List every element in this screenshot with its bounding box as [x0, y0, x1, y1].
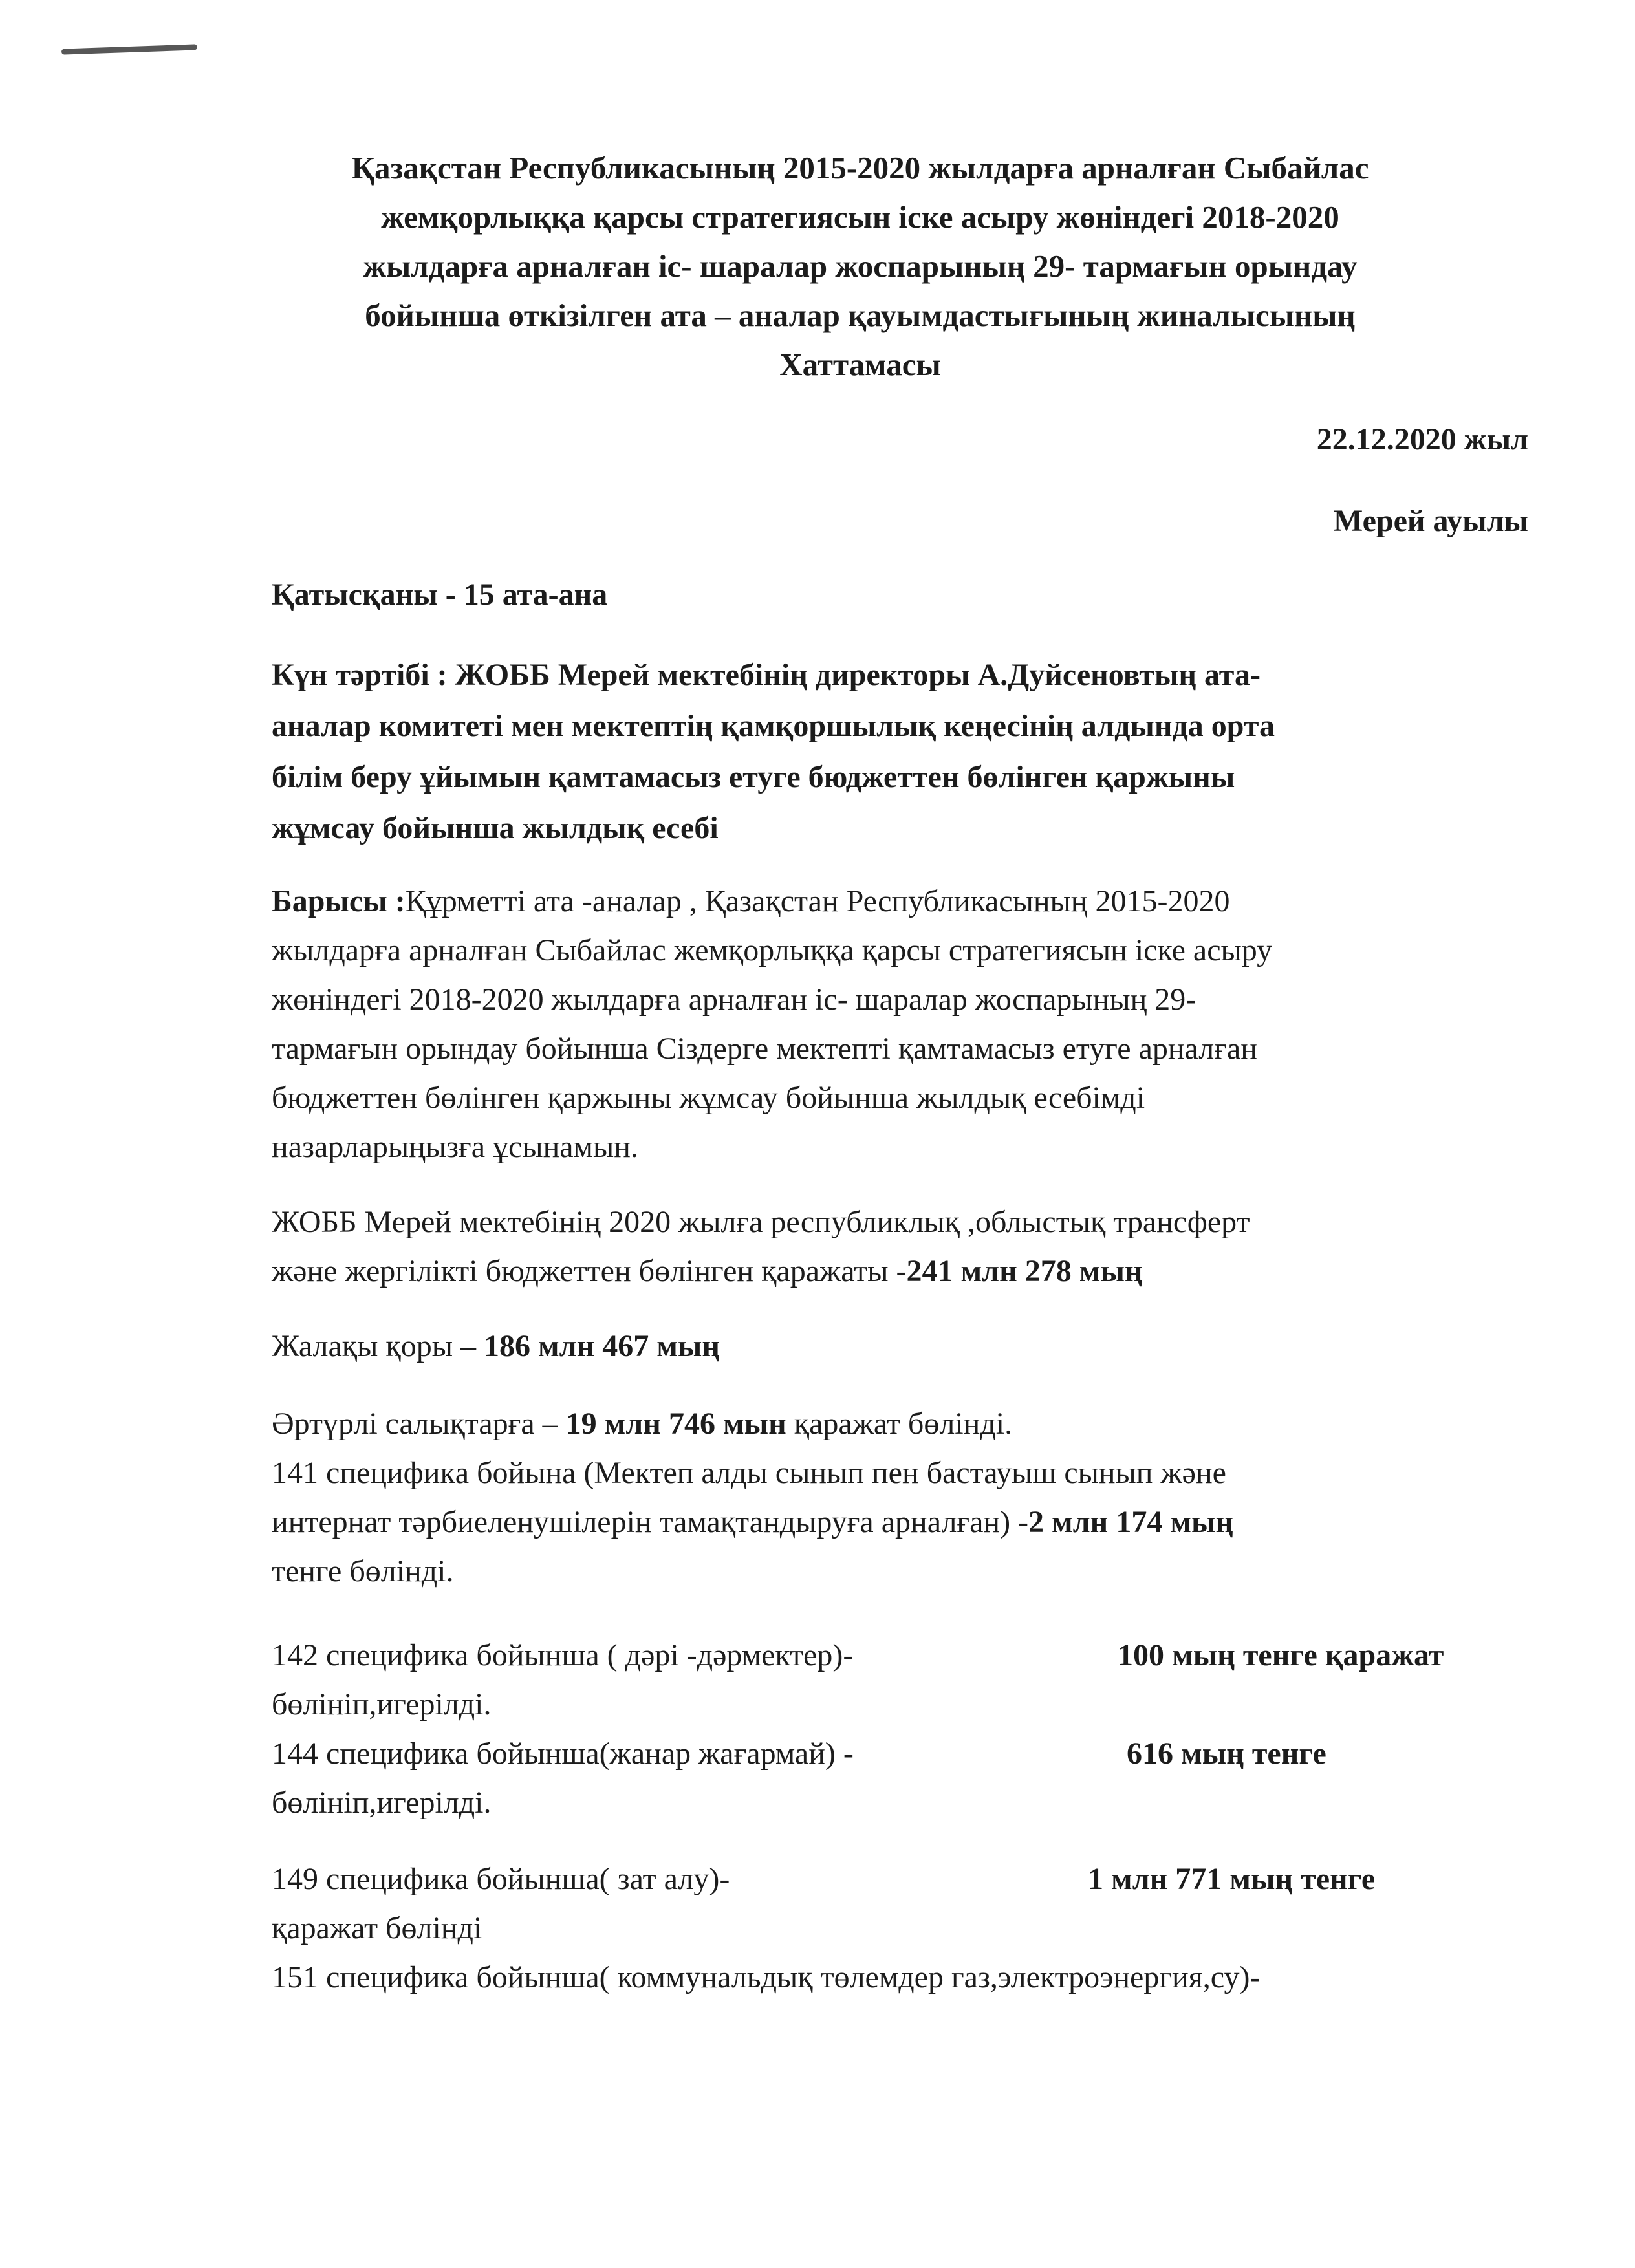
spec141-line: тенге бөлінді. — [272, 1554, 454, 1588]
progress-line: бюджеттен бөлінген қаржыны жұмсау бойынша жылдық есебімді — [272, 1081, 1145, 1115]
agenda-line: жұмсау бойынша жылдық есебі — [272, 811, 719, 845]
agenda-line: білім беру ұйымын қамтамасыз етуге бюджеттен бөлінген қаржыны — [272, 760, 1235, 794]
title-line: бойынша өткізілген ата – аналар қауымдастығының жиналысының — [365, 297, 1356, 333]
spec144-text: 144 специфика бойынша(жанар жағармай) - — [272, 1736, 854, 1771]
title-line: жылдарға арналған іс- шаралар жоспарының 29- тармағын орындау — [363, 248, 1358, 284]
title-line: жемқорлыққа қарсы стратегиясын іске асыру жөніндегі 2018-2020 — [381, 199, 1339, 235]
title-line: Қазақстан Республикасының 2015-2020 жылдарға арналған Сыбайлас — [351, 150, 1369, 186]
attendance: Қатысқаны - 15 ата-ана — [272, 578, 608, 612]
spec149-tail: қаражат бөлінді — [272, 1911, 482, 1945]
budget-amount: -241 млн 278 мың — [896, 1254, 1143, 1288]
document-title — [246, 144, 1475, 389]
agenda-line: Күн тәртібі : ЖОББ Мерей мектебінің директоры А.Дуйсеновтың ата- — [272, 658, 1261, 692]
progress-line: жылдарға арналған Сыбайлас жемқорлыққа қарсы стратегиясын іске асыру — [272, 933, 1273, 967]
progress-label: Барысы : — [272, 884, 406, 918]
spec149-amount: 1 млн 771 мың тенге — [1088, 1862, 1376, 1896]
document-date: 22.12.2020 жыл — [1316, 422, 1528, 457]
salary-amount: 186 млн 467 мың — [483, 1329, 720, 1363]
spec142-tail: бөлініп,игерілді. — [272, 1687, 492, 1722]
taxes-amount: 19 млн 746 мын — [565, 1407, 786, 1441]
title-line: Хаттамасы — [779, 347, 941, 382]
budget-line: ЖОББ Мерей мектебінің 2020 жылға республиклық ,облыстық трансферт — [272, 1205, 1250, 1239]
progress-line: Барысы :Құрметті ата -аналар , Қазақстан Республикасының 2015-2020 — [272, 884, 1230, 918]
spec141-line: 141 спецификa бойына (Мектеп алды сынып пен бастауыш сынып және — [272, 1456, 1226, 1490]
progress-line: тармағын орындау бойынша Сіздерге мектепті қамтамасыз етуге арналған — [272, 1031, 1257, 1066]
document-place: Мерей ауылы — [1333, 504, 1528, 538]
spec141-line: интернат тәрбиеленушілерін тамақтандыруға арналған) -2 млн 174 мың — [272, 1505, 1234, 1539]
taxes-line: Әртүрлі салықтарға – 19 млн 746 мын қаражат бөлінді. — [272, 1407, 1013, 1441]
salary-fund: Жалақы қоры – 186 млн 467 мың — [272, 1329, 720, 1363]
budget-line: және жергілікті бюджеттен бөлінген қаражаты -241 млн 278 мың — [272, 1254, 1143, 1288]
spec142-amount: 100 мың тенге қаражат — [1118, 1638, 1444, 1672]
spec151-line: 151 специфика бойынша( коммунальдық төлемдер газ,электроэнергия,су)- — [272, 1960, 1261, 1994]
spec142-text: 142 специфика бойынша ( дәрі -дәрмектер)- — [272, 1638, 854, 1672]
agenda-line: аналар комитеті мен мектептің қамқоршылық кеңесінің алдында орта — [272, 709, 1275, 743]
progress-line: жөніндегі 2018-2020 жылдарға арналған іс- шаралар жоспарының 29- — [272, 982, 1196, 1017]
scan-mark — [61, 44, 197, 54]
spec144-tail: бөлініп,игерілді. — [272, 1786, 492, 1820]
spec144-amount: 616 мың тенге — [1127, 1736, 1326, 1771]
progress-line: назарларыңызға ұсынамын. — [272, 1130, 638, 1164]
spec149-text: 149 специфика бойынша( зат алу)- — [272, 1862, 730, 1896]
spec141-amount: -2 млн 174 мың — [1018, 1505, 1234, 1539]
